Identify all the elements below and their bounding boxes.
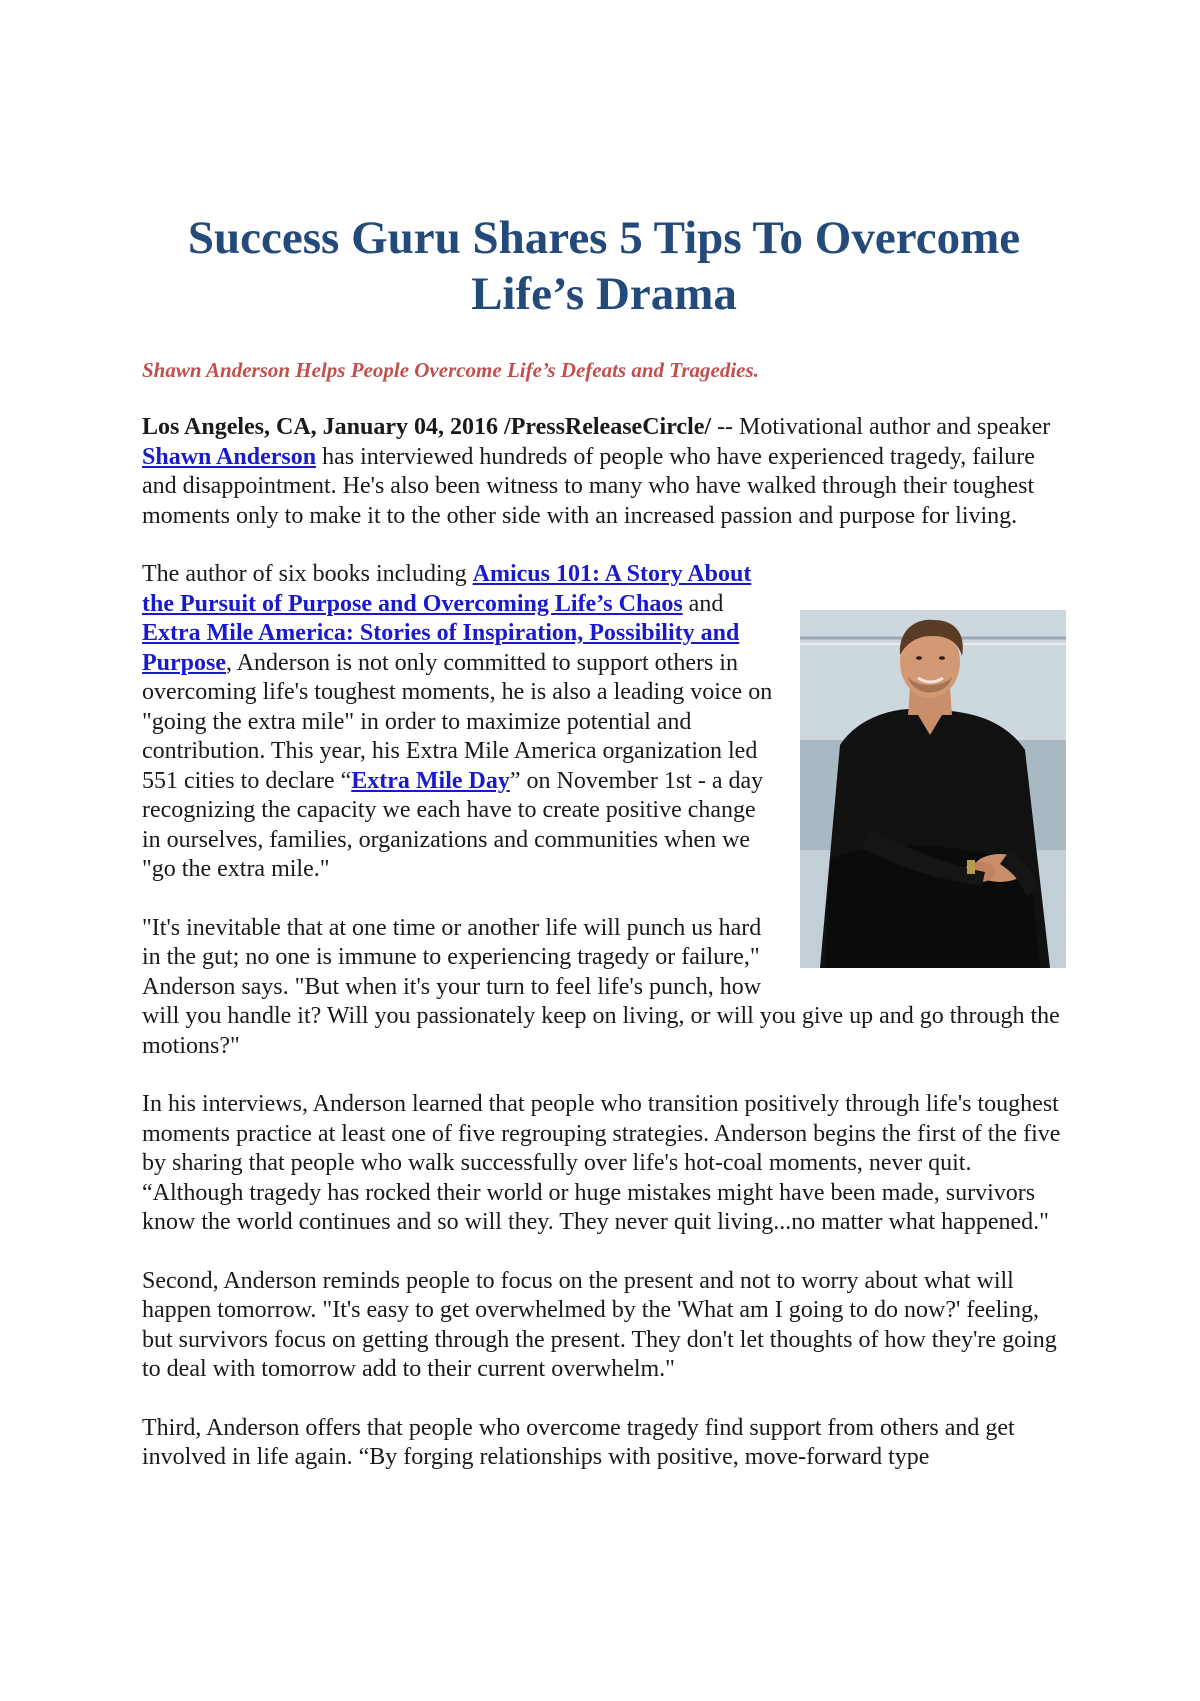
paragraph-author xyxy=(142,560,1066,885)
paragraph-intro xyxy=(142,413,1066,531)
article-title: Success Guru Shares 5 Tips To Overcome Life’s Drama xyxy=(187,212,1021,320)
shawn-anderson-link[interactable]: Shawn Anderson xyxy=(142,443,317,470)
paragraph-third-tip: Third, Anderson offers that people who overcome tragedy find support from others and get involved in life again. “By forging relationships with positive, move-forward type xyxy=(142,1414,1015,1470)
author-photo-illustration xyxy=(800,610,1066,968)
dateline: Los Angeles, CA, January 04, 2016 /PressReleaseCircle/ xyxy=(142,414,712,440)
paragraph-second-tip: Second, Anderson reminds people to focus on the present and not to worry about what will happen tomorrow. "It's easy to get overwhelmed by the 'What am I going to do now?' feeling, but survivors focus on getting through the present. They don't let thoughts of how they're going to deal with tomorrow add to their current overwhelm." xyxy=(142,1267,1057,1382)
text-run: The author of six books including xyxy=(142,561,473,587)
text-run: ” on November 1st - a day recognizing the capacity we each have to create positive change in ourselves, families, organizations and communities when we "go the extra mile." xyxy=(142,767,764,882)
press-release-page xyxy=(142,210,1066,1473)
amicus-101-book-link[interactable]: Amicus 101: A Story About the Pursuit of Purpose and Overcoming Life’s Chaos xyxy=(142,561,752,617)
text-run: and xyxy=(682,590,724,617)
text-run: -- Motivational author and speaker xyxy=(711,414,1051,440)
extra-mile-america-book-link[interactable]: Extra Mile America: Stories of Inspiration, Possibility and Purpose xyxy=(142,620,740,676)
paragraph-first-tip: In his interviews, Anderson learned that people who transition positively through life's toughest moments practice at least one of five regrouping strategies. Anderson begins the first of the five by sharing that people who walk successfully over life's hot-coal moments, never quit. “Although tragedy has rocked their world or huge mistakes might have been made, survivors know the world continues and so will they. They never quit living...no matter what happened." xyxy=(142,1091,1061,1235)
text-run: , Anderson is not only committed to support others in overcoming life's toughest moments, he is also a leading voice on "going the extra mile" in order to maximize potential and contribution. This year, his Extra Mile America organization led 551 cities to declare “ xyxy=(142,649,773,794)
article-subtitle: Shawn Anderson Helps People Overcome Life’s Defeats and Tragedies. xyxy=(142,358,759,382)
paragraph-quote: "It's inevitable that at one time or another life will punch us hard in the gut; no one is immune to experiencing tragedy or failure," Anderson says. "But when it's your turn to feel life's punch, how will you handle it? Will you passionately keep on living, or will you give up and go through the motions?" xyxy=(142,914,1060,1059)
text-run: has interviewed hundreds of people who have experienced tragedy, failure and disappointment. He's also been witness to many who have walked through their toughest moments only to make it to the other side with an increased passion and purpose for living. xyxy=(142,443,1035,529)
author-photo xyxy=(800,610,1066,968)
extra-mile-day-link[interactable]: Extra Mile Day xyxy=(351,767,510,794)
